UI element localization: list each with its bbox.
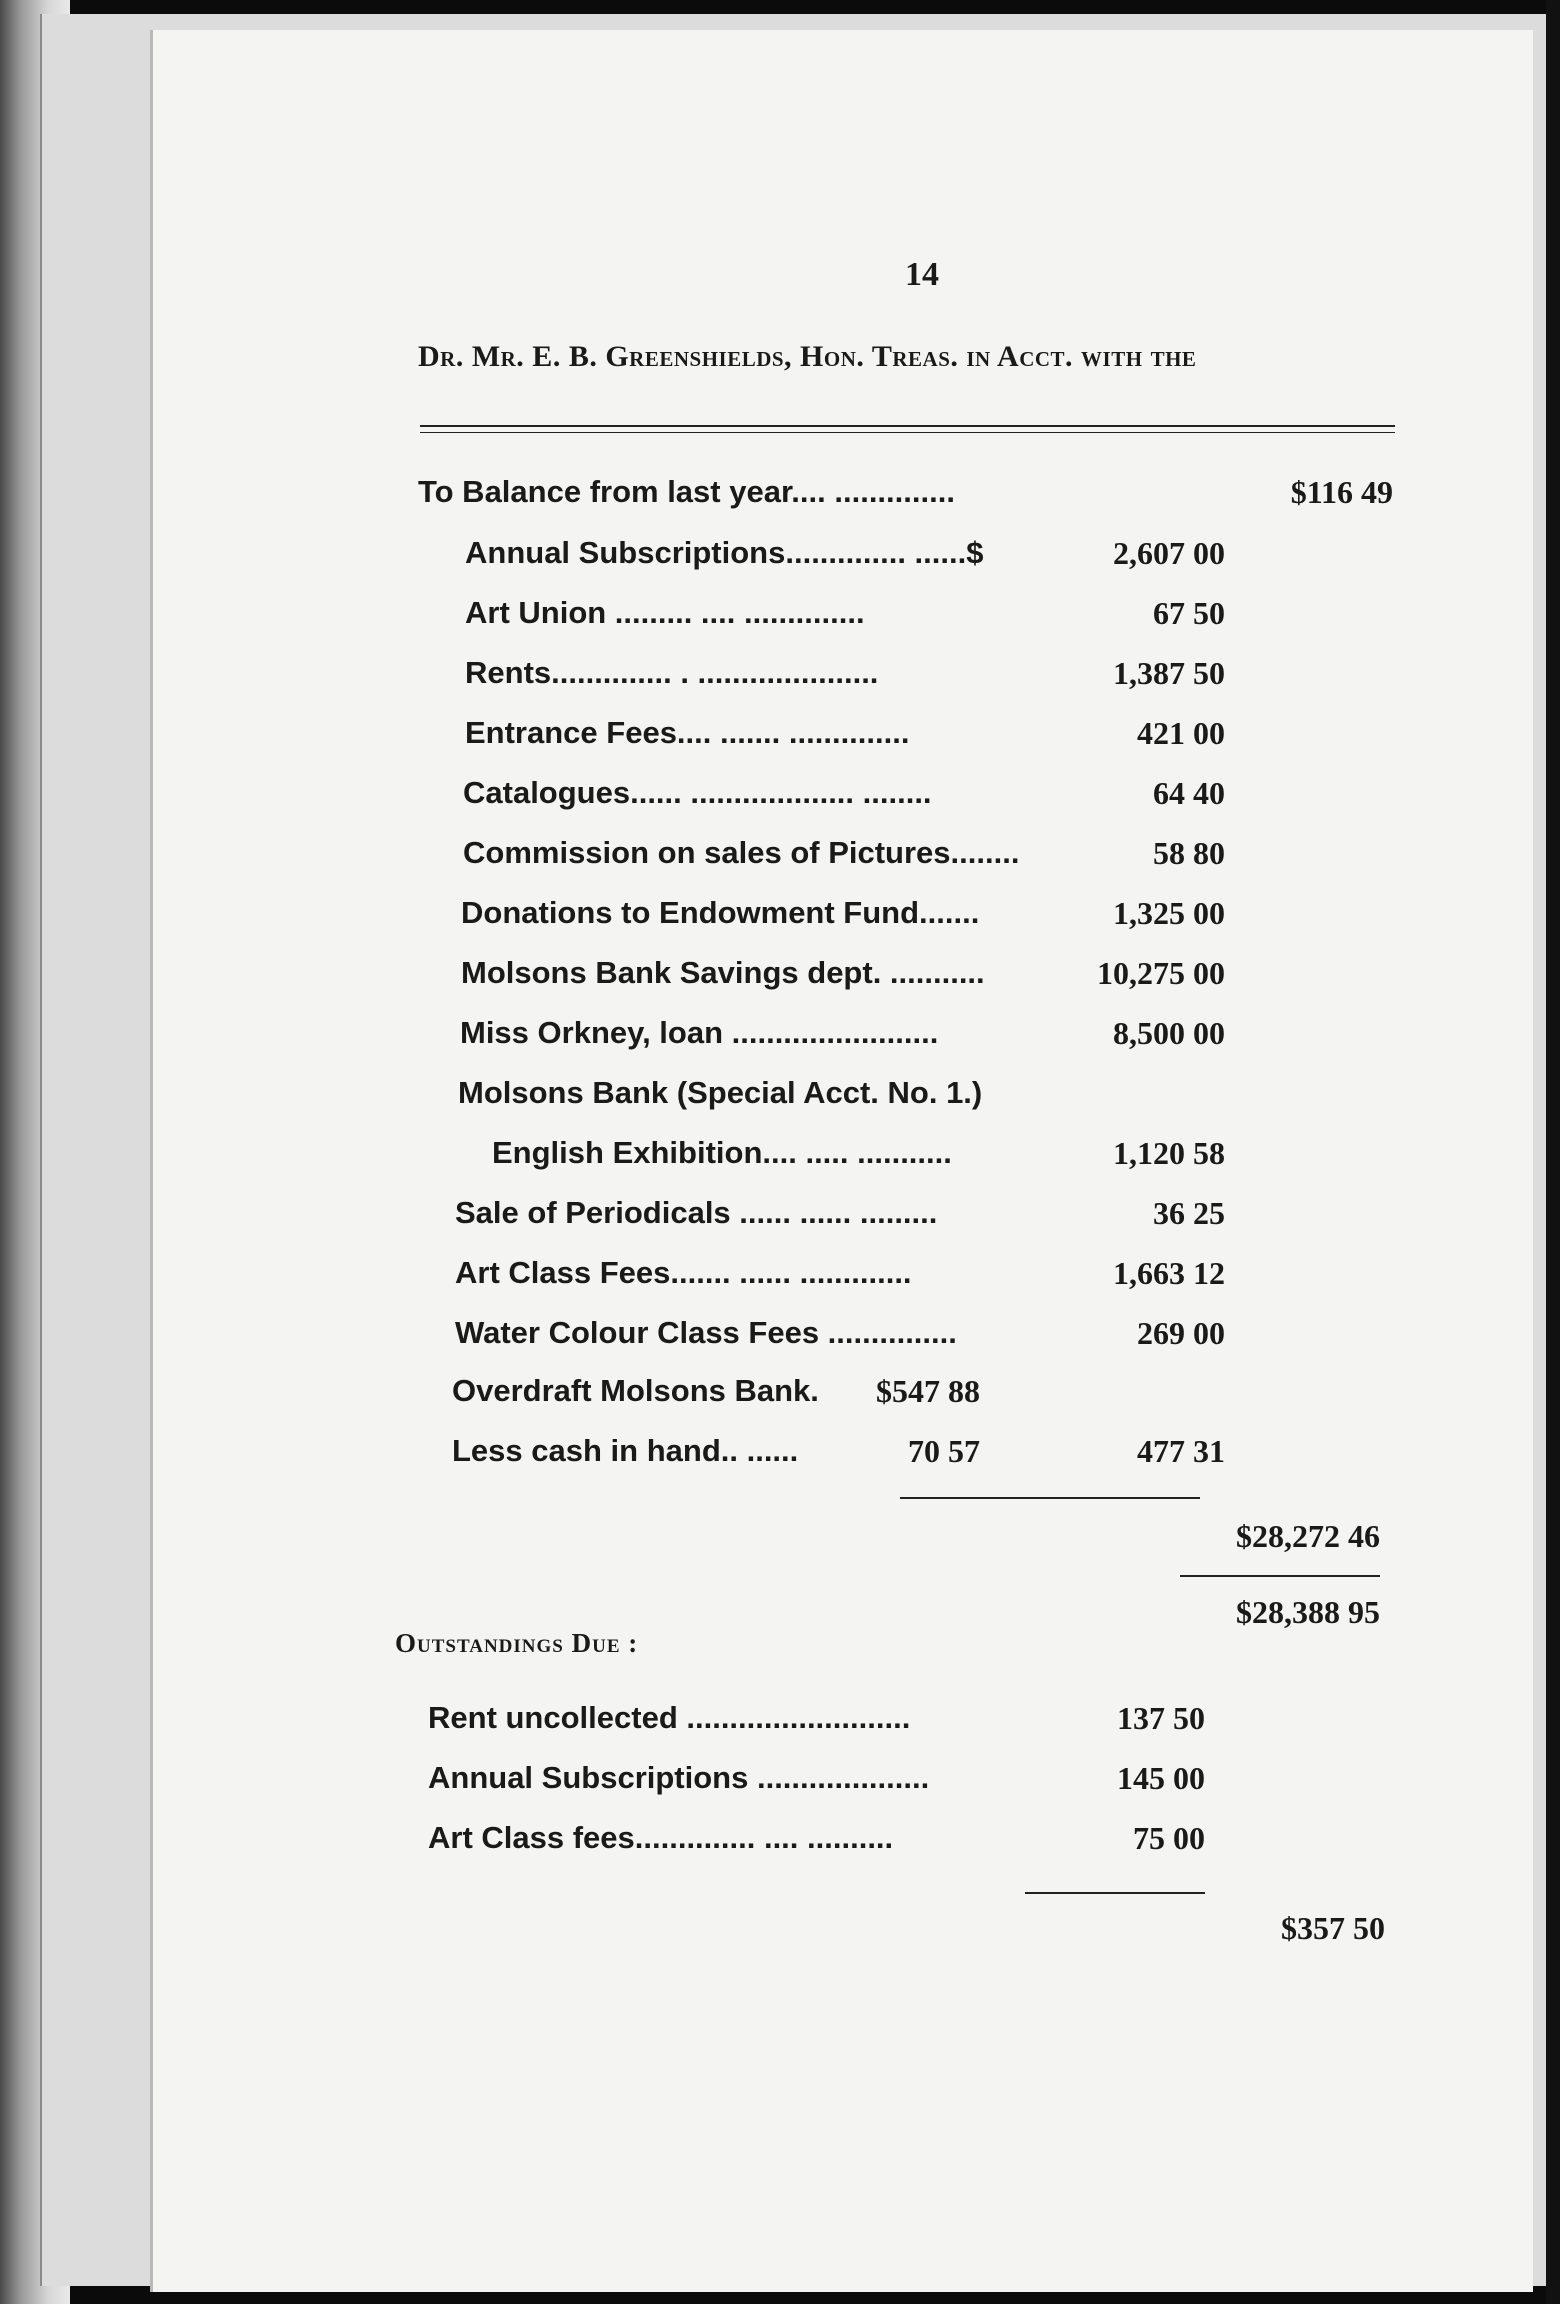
entry-label: Less cash in hand.. ...... <box>452 1433 799 1468</box>
scan-edge-right <box>1546 0 1560 2304</box>
entry-amount: 1,387 50 <box>1113 655 1225 691</box>
entry-label: Sale of Periodicals ...... ...... ......... <box>455 1195 938 1230</box>
header-rule-double <box>420 432 1395 433</box>
entry-amount: 1,120 58 <box>1113 1135 1225 1171</box>
subtotal-row <box>1100 1518 1380 1564</box>
entry-label: Entrance Fees.... ....... .............. <box>465 715 910 750</box>
ledger-row <box>455 1255 1225 1301</box>
ledger-row <box>465 715 1225 761</box>
outstandings-total-row <box>1100 1910 1385 1956</box>
ledger-row <box>418 474 1393 520</box>
sum-rule <box>900 1497 1200 1499</box>
entry-label: Annual Subscriptions.............. ......$ <box>465 535 984 570</box>
entry-label: Art Union ......... .... .............. <box>465 595 865 630</box>
ledger-row <box>458 1075 1225 1121</box>
entry-amount: 67 50 <box>1153 595 1225 631</box>
entry-amount: 58 80 <box>1153 835 1225 871</box>
entry-label: Water Colour Class Fees ............... <box>455 1315 957 1350</box>
entry-amount: 1,325 00 <box>1113 895 1225 931</box>
outstanding-row <box>428 1760 1205 1806</box>
subtotal-amount: $28,272 46 <box>1236 1518 1380 1554</box>
outstanding-label: Rent uncollected .......................... <box>428 1700 911 1735</box>
outstandings-title: Outstandings Due : <box>395 1628 639 1658</box>
ledger-row <box>492 1135 1225 1181</box>
ledger-header: Dr. Mr. E. B. Greenshields, Hon. Treas. in Acct. with the <box>418 340 1197 373</box>
entry-label: Miss Orkney, loan ........................ <box>460 1015 939 1050</box>
ledger-row <box>452 1433 1225 1479</box>
ledger-row <box>461 955 1225 1001</box>
header-rule <box>420 425 1395 427</box>
outstandings-total: $357 50 <box>1281 1910 1385 1946</box>
ledger-row <box>452 1373 1225 1419</box>
outstanding-row <box>428 1820 1205 1866</box>
ledger-row <box>463 835 1225 881</box>
ledger-row <box>465 655 1225 701</box>
page-number: 14 <box>905 256 939 293</box>
outstanding-amount: 137 50 <box>1117 1700 1205 1736</box>
entry-amount: 269 00 <box>1137 1315 1225 1351</box>
entry-amount: 477 31 <box>1137 1433 1225 1469</box>
entry-label: Commission on sales of Pictures........ <box>463 835 1020 870</box>
entry-amount: 2,607 00 <box>1113 535 1225 571</box>
entry-label: Catalogues...... ................... ........ <box>463 775 932 810</box>
entry-inner-amount: 70 57 <box>908 1433 980 1469</box>
ledger-row <box>465 535 1225 581</box>
outstanding-row <box>428 1700 1205 1746</box>
entry-label: Donations to Endowment Fund....... <box>461 895 980 930</box>
entry-label: To Balance from last year.... .............. <box>418 474 955 509</box>
entry-label: Rents.............. . ..................... <box>465 655 879 690</box>
ledger-row <box>460 1015 1225 1061</box>
entry-amount: 8,500 00 <box>1113 1015 1225 1051</box>
outstanding-amount: 75 00 <box>1133 1820 1205 1856</box>
entry-total: $116 49 <box>1290 474 1393 510</box>
entry-amount: 64 40 <box>1153 775 1225 811</box>
entry-label: Molsons Bank (Special Acct. No. 1.) <box>458 1075 983 1110</box>
outstanding-amount: 145 00 <box>1117 1760 1205 1796</box>
entry-amount: 36 25 <box>1153 1195 1225 1231</box>
entry-amount: 1,663 12 <box>1113 1255 1225 1291</box>
outstandings-rule <box>1025 1892 1205 1894</box>
ledger-row <box>465 595 1225 641</box>
ledger-row <box>463 775 1225 821</box>
ledger-row <box>461 895 1225 941</box>
outstanding-label: Art Class fees.............. .... .......... <box>428 1820 894 1855</box>
ledger-row <box>455 1315 1225 1361</box>
entry-inner-amount: $547 88 <box>876 1373 980 1409</box>
entry-label: Overdraft Molsons Bank. <box>452 1373 819 1408</box>
entry-amount: 421 00 <box>1137 715 1225 751</box>
ledger-row <box>455 1195 1225 1241</box>
entry-label: Art Class Fees....... ...... ............. <box>455 1255 912 1290</box>
total-rule <box>1180 1575 1380 1577</box>
outstanding-label: Annual Subscriptions .................... <box>428 1760 930 1795</box>
entry-amount: 10,275 00 <box>1097 955 1225 991</box>
entry-label: Molsons Bank Savings dept. ........... <box>461 955 985 990</box>
grand-total-row <box>1100 1594 1380 1640</box>
grand-total-amount: $28,388 95 <box>1236 1594 1380 1630</box>
entry-label: English Exhibition.... ..... ........... <box>492 1135 952 1170</box>
